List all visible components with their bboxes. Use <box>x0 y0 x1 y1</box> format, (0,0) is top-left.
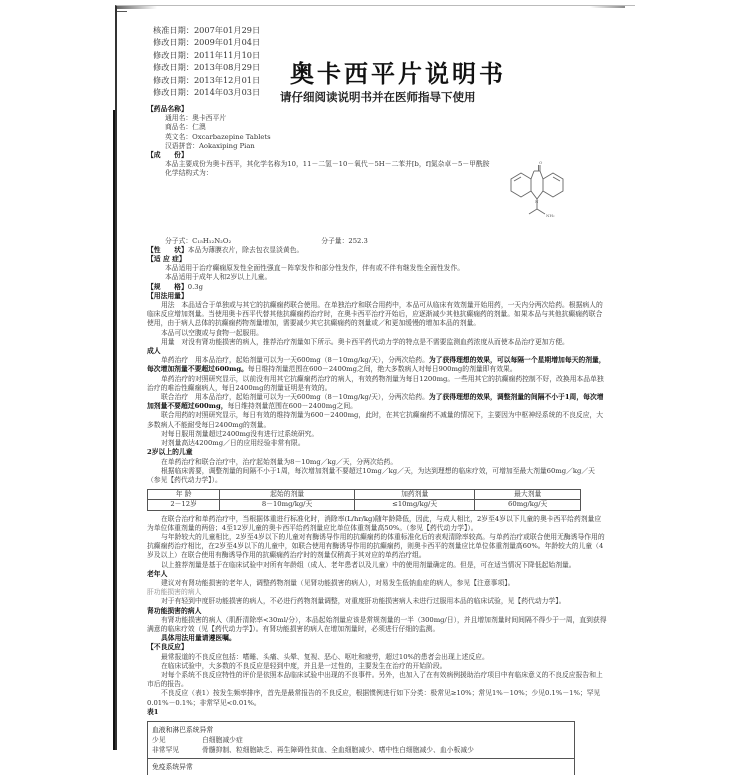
date-line: 修改日期：2009年01月04日 <box>153 37 261 48</box>
svg-text:N: N <box>535 198 539 204</box>
over-4200-paragraph: 对剂量高达4200mg／日的应用经验非常有限。 <box>161 439 305 448</box>
date-line: 核准日期：2007年01月29日 <box>153 25 261 35</box>
table-cell: 2－12岁 <box>148 500 220 510</box>
section-heading-indications: 【适 应 症】 <box>147 255 186 264</box>
pediatric-dose-table <box>147 489 581 510</box>
elderly-heading: 老年人 <box>147 569 168 578</box>
adr-group <box>148 722 574 759</box>
document-page <box>115 5 635 771</box>
adr-group-title: 免疫系统异常 <box>152 762 193 771</box>
adult-heading: 成人 <box>147 347 161 356</box>
liver-paragraph: 对于有轻到中度肝功能损害的病人，不必进行药物剂量调整，对重度肝功能损害病人未进行过服用本品的临床试验，见【药代动力学】。 <box>161 597 566 606</box>
combination-paragraph: 联合治疗 用本品治疗，起始剂量可以为一天600mg（8－10mg/kg/天），分两次给药。为了获得理想的效果，调整剂量的间隔不小于1周，每次增加剂量不要超过600mg，每日维持剂量范围在600－2400mg之间。 <box>147 393 604 411</box>
section-heading-properties: 【性 状】 <box>147 245 188 254</box>
table-header-cell: 最大剂量 <box>475 490 581 500</box>
usage-paragraph: 用法 本品适合于单独或与其它的抗癫痫药联合使用。在单独治疗和联合用药中，本品可从临床有效剂量开始用药，一天内分两次给药。根据病人的临床反应增加剂量。当使用奥卡西平代替其他抗癫痫药治疗时，在奥卡西平治疗开始后，应逐渐减少其他抗癫痫药的剂量。如果本品与其他抗癫痫药联合使用，由于病人总体的抗癫痫药物剂量增加，需要减少其它抗癫痫药的剂量或／和更加缓慢的增加本品的剂量。 <box>147 301 603 328</box>
scan-smudge <box>117 6 157 9</box>
svg-text:O: O <box>539 159 543 165</box>
adverse-paragraph: 不良反应（表1）按发生频率排序，首先是最常报告的不良反应，根据惯例进行如下分类：极常见≥10%；常见1%－10%；少见0.1%－1%；罕见0.01%－0.1%；非常罕见<0.01%。 <box>147 689 601 707</box>
molecular-weight: 分子量：252.3 <box>321 236 368 245</box>
adr-group-title: 血液和淋巴系统异常 <box>152 725 214 734</box>
adr-effects: 白细胞减少症 <box>202 735 243 744</box>
properties-line <box>147 246 607 255</box>
generic-name: 通用名：奥卡西平片 <box>165 114 227 123</box>
table-header-cell: 加药剂量 <box>354 490 474 500</box>
adverse-paragraph: 在临床试验中，大多数的不良反应是轻到中度，并且是一过性的，主要发生在治疗的开始阶段。 <box>161 661 447 670</box>
child-paragraph-b: 根据临床需要，调整剂量的间隔不小于1周，每次增加剂量不要超过10mg／kg／天，为达到理想的临床疗效，可增加至最大剂量60mg／kg／天（参见【药代动力学】）。 <box>147 466 595 484</box>
indication-line: 本品适用于成年人和2岁以上儿童。 <box>165 273 272 282</box>
section-heading-adverse: 【不良反应】 <box>147 643 188 652</box>
pinyin-name: 汉语拼音：Aokaxiping Pian <box>165 141 255 150</box>
doctor-advice-paragraph: 具体用法用量请遵医嘱。 <box>161 634 236 643</box>
scan-smudge <box>590 6 625 8</box>
adr-group <box>148 759 574 775</box>
kidney-heading: 肾功能损害的病人 <box>147 606 202 615</box>
adr-row <box>152 745 570 755</box>
monotherapy-study-paragraph: 单药治疗的对照研究显示，以前没有用其它抗癫痫药治疗的病人，有效药物剂量为每日1200mg。一些用其它的抗癫痫药控制不好，改换用本品单独治疗的难治性癫痫病人，每日2400mg的剂量证明是有效的。 <box>147 374 604 392</box>
table-row <box>148 500 581 510</box>
child-paragraph-a: 在单药治疗和联合治疗中，治疗起始剂量为8－10mg／kg／天，分两次给药。 <box>161 457 398 466</box>
document-subtitle: 请仔细阅读说明书并在医师指导下使用 <box>280 90 476 104</box>
section-heading-composition: 【成 份】 <box>147 151 188 160</box>
properties-text: 本品为薄膜衣片，除去包衣显淡黄色。 <box>187 245 304 254</box>
date-line: 修改日期：2014年03月03日 <box>153 87 261 98</box>
structure-label: 化学结构式为： <box>165 169 213 178</box>
scan-corner-mark <box>117 11 127 12</box>
adr-frequency: 少见 <box>152 735 166 744</box>
date-line: 修改日期：2013年08月29日 <box>153 62 261 73</box>
liver-heading: 肝功能损害的病人 <box>147 588 202 597</box>
composition-text: 本品主要成份为奥卡西平，其化学名称为10，11－二氢－10－氧代－5H－二苯并[b，f]氮杂卓－5－甲酰胺 <box>165 160 490 169</box>
english-name: 英文名：Oxcarbazepine Tablets <box>165 132 271 141</box>
table-cell: 60mg/kg/天 <box>475 500 581 510</box>
enzyme-paragraph: 与年龄较大的儿童相比，2岁至4岁以下的儿童对有酶诱导作用的抗癫痫药的体重标准化后的表观清除率较高。与单药治疗或联合使用无酶诱导作用的抗癫痫药治疗相比，在2岁至4岁以下的儿童中，如联合使用有酶诱导作用的抗癫痫药，则奥卡西平的剂量应比单位体重剂量高60%。年龄较大的儿童（4岁及以上）在联合使用有酶诱导作用的抗癫痫药治疗时的剂量仅稍高于其对应的单药治疗组。 <box>147 532 605 560</box>
recommendation-paragraph: 以上推荐剂量是基于在临床试验中对所有年龄组（成人、老年患者以及儿童）中的使用剂量确定的。但是，可在适当情况下降低起始剂量。 <box>161 560 576 569</box>
adverse-paragraph: 最常报道的不良反应包括：嗜睡、头痛、头晕、复视、恶心、呕吐和疲劳，超过10%的患者会出现上述反应。 <box>161 652 489 661</box>
table-header-cell: 年 龄 <box>148 490 220 500</box>
trade-name: 商品名：仁澳 <box>165 123 206 132</box>
child-heading: 2岁以上的儿童 <box>147 448 193 457</box>
adverse-reaction-table <box>147 721 575 775</box>
indication-line: 本品适用于治疗癫痫原发性全面性强直－阵挛发作和部分性发作，伴有或不伴有继发性全面性发作。 <box>165 264 465 273</box>
document-title: 奥卡西平片说明书 <box>290 59 506 88</box>
food-paragraph: 本品可以空腹或与食物一起服用。 <box>161 328 263 337</box>
adr-frequency: 非常罕见 <box>152 745 180 754</box>
chemical-structure-diagram <box>507 159 567 237</box>
svg-text:NH₂: NH₂ <box>546 212 555 218</box>
date-line: 修改日期：2013年12月01日 <box>153 74 261 85</box>
dosage-paragraph: 用量 对没有肾功能损害的病人，推荐治疗剂量如下所示。奥卡西平药代动力学的特点是不需要监测血药浓度从而使本品治疗更加方便。 <box>161 337 569 346</box>
table-cell: 8－10mg/kg/天 <box>220 500 355 510</box>
section-heading-drug-name: 【药品名称】 <box>147 105 188 113</box>
kidney-paragraph: 有肾功能损害的病人（肌酐清除率<30ml/分），本品起始剂量应该是常规剂量的一半（300mg/日），并且增加剂量时间间隔不得少于一周，直到获得满意的临床疗效（见【药代动力学】）。有肾功能损害的病人在增加剂量时，必须进行仔细的监测。 <box>147 615 607 633</box>
document-body <box>147 105 607 775</box>
formula-line <box>147 237 607 246</box>
spec-line <box>147 283 607 292</box>
molecular-formula: 分子式：C₁₅H₁₂N₂O₂ <box>165 236 232 245</box>
elderly-paragraph: 建议对有肾功能损害的老年人，调整药物剂量（见肾功能损害的病人），对易发生低钠血症的病人，参见【注意事项】。 <box>161 578 515 587</box>
table-header-cell: 起始的剂量 <box>220 490 355 500</box>
spec-value: 0.3g <box>187 282 203 291</box>
adr-effects: 骨髓抑制、粒细胞缺乏、再生障碍性贫血、全血细胞减少、嗜中性白细胞减少、血小板减少 <box>202 745 474 754</box>
combination-study-paragraph: 联合用药的对照研究显示，每日有效的维持剂量为600－2400mg，此时，在其它抗癫痫药不减量的情况下，主要因为中枢神经系统的不良反应，大多数病人不能耐受每日2400mg的剂量。 <box>147 411 604 429</box>
adr-row <box>152 735 570 745</box>
revision-dates <box>153 24 260 98</box>
adverse-paragraph: 对每个系统不良反应特性的评价是依照本品临床试验中出现的不良事件。另外，也加入了在有效病例援助治疗项目中有临床意义的不良反应报告和上市后的报告。 <box>147 670 603 689</box>
table-label: 表1 <box>147 707 159 716</box>
date-line: 修改日期：2011年11月10日 <box>153 49 261 60</box>
table-header-row <box>148 490 581 500</box>
section-heading-spec: 【规 格】 <box>147 282 188 291</box>
over-2400-paragraph: 对每日服用剂量超过2400mg没有进行过系统研究。 <box>161 429 319 438</box>
clearance-paragraph: 在联合治疗和单药治疗中，当根据体重进行标准化时，消除率(L/hr/kg)随年龄降低，因此，与成人相比，2岁至4岁以下儿童的奥卡西平给药剂量应为单位体重剂量的两倍；4至12岁儿童的奥卡西平给药剂量应比单位体重剂量高50%。（参见【药代动力学】）。 <box>147 514 602 532</box>
monotherapy-paragraph: 单药治疗 用本品治疗，起始剂量可以为一天600mg（8－10mg/kg/天），分两次给药。为了获得理想的效果，可以每隔一个星期增加每天的剂量，每次增加剂量不要超过600mg。每日维持剂量范围在600－2400mg之间，绝大多数病人对每日900mg的剂量即有效果。 <box>147 356 606 374</box>
table-cell: ≤10mg/kg/天 <box>354 500 474 510</box>
section-heading-usage: 【用法用量】 <box>147 291 188 300</box>
